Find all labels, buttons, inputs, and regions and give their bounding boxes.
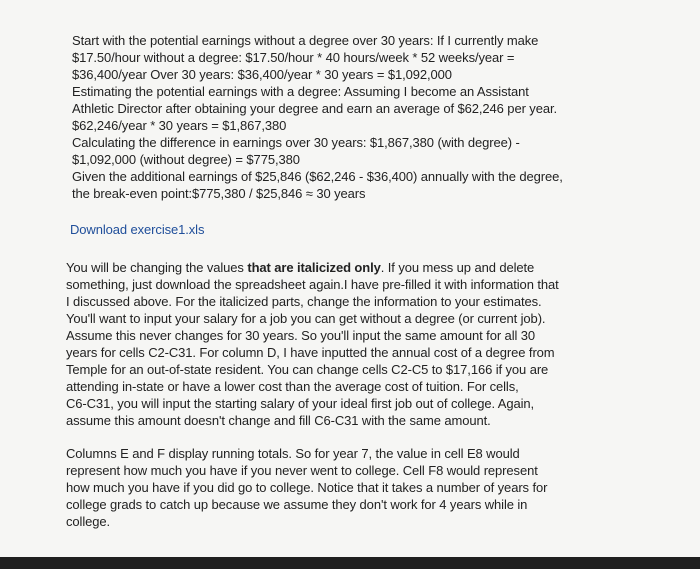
columns-line: how much you have if you did go to college. Notice that it takes a number of years for	[66, 480, 548, 495]
calc-line: Given the additional earnings of $25,846 ($62,246 - $36,400) annually with the degree,	[72, 169, 563, 184]
columns-line: college.	[66, 514, 111, 529]
calc-line: Athletic Director after obtaining your degree and earn an average of $62,246 per year.	[72, 101, 557, 116]
instructions-line: Assume this never changes for 30 years. So you'll input the same amount for all 30	[66, 328, 536, 343]
calc-line: $62,246/year * 30 years = $1,867,380	[72, 118, 287, 133]
instructions-text: . If you mess up and delete	[380, 260, 535, 275]
instructions-line: I discussed above. For the italicized parts, change the information to your estimates.	[66, 294, 542, 309]
bottom-bar	[0, 557, 700, 569]
calc-line: $36,400/year Over 30 years: $36,400/year * 30 years = $1,092,000	[72, 67, 452, 82]
instructions-line: assume this amount doesn't change and fill C6-C31 with the same amount.	[66, 413, 491, 428]
columns-line: represent how much you have if you never went to college. Cell F8 would represent	[66, 463, 538, 478]
download-exercise-link[interactable]: Download exercise1.xls	[70, 222, 205, 237]
columns-line: college grads to catch up because we assume they don't work for 4 years while in	[66, 497, 528, 512]
instructions-line: attending in-state or have a lower cost than the average cost of tuition. For cells,	[66, 379, 519, 394]
calc-line: the break-even point:$775,380 / $25,846 ≈ 30 years	[72, 186, 366, 201]
calc-line: Start with the potential earnings without a degree over 30 years: If I currently make	[72, 33, 539, 48]
instructions-line: Temple for an out-of-state resident. You can change cells C2-C5 to $17,166 if you are	[66, 362, 549, 377]
instructions-line	[66, 260, 534, 276]
instructions-line: C6-C31, you will input the starting salary of your ideal first job out of college. Again,	[66, 396, 535, 411]
instructions-line: something, just download the spreadsheet again.I have pre-filled it with information that	[66, 277, 559, 292]
instructions-text: You will be changing the values	[66, 260, 248, 275]
instructions-line: You'll want to input your salary for a job you can get without a degree (or current job).	[66, 311, 546, 326]
instructions-line: years for cells C2-C31. For column D, I have inputted the annual cost of a degree from	[66, 345, 555, 360]
calc-line: $17.50/hour without a degree: $17.50/hour * 40 hours/week * 52 weeks/year =	[72, 50, 515, 65]
calc-line: $1,092,000 (without degree) = $775,380	[72, 152, 300, 167]
instructions-bold-text: that are italicized only	[247, 260, 381, 275]
columns-line: Columns E and F display running totals. So for year 7, the value in cell E8 would	[66, 446, 520, 461]
calc-line: Estimating the potential earnings with a degree: Assuming I become an Assistant	[72, 84, 529, 99]
calc-line: Calculating the difference in earnings over 30 years: $1,867,380 (with degree) -	[72, 135, 520, 150]
